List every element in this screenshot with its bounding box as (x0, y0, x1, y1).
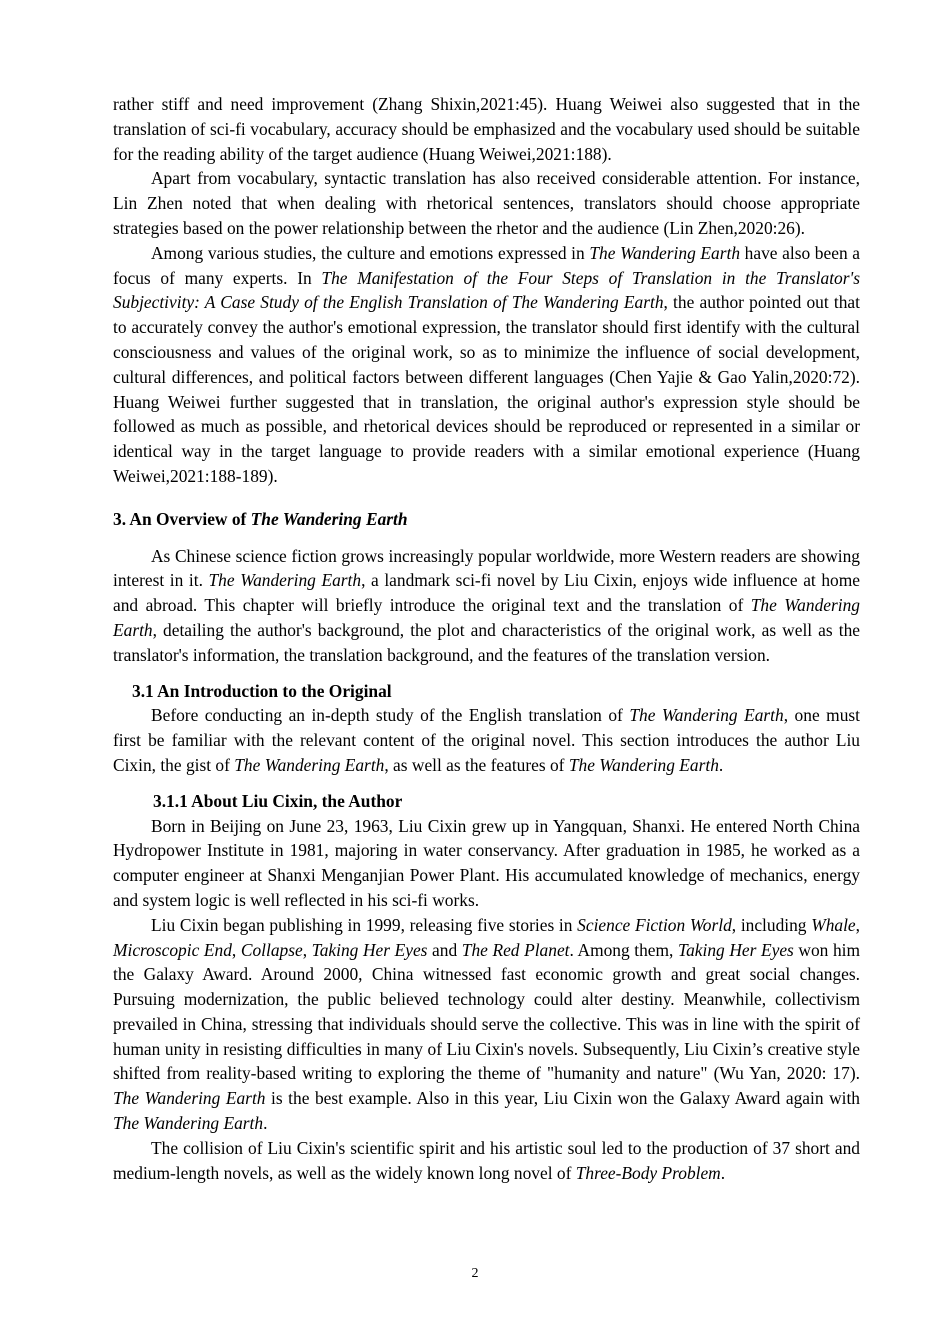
italic-title-text: Taking Her Eyes (678, 939, 794, 960)
paragraph-vocabulary-translation (113, 92, 860, 166)
text-run: Apart from vocabulary, syntactic translation has also received considerable attention. For instance, Lin Zhen noted that when dealing with rhetorical sentences, translators should choose appropriate strategies based on the power relationship between the rhetor and the audience (Lin Zhen,2020:26). (113, 168, 860, 238)
text-run: . (263, 1113, 268, 1134)
italic-title-text: The Wandering Earth (234, 754, 385, 775)
text-run: The collision of Liu Cixin's scientific spirit and his artistic soul led to the production of 37 short and medium-length novels, as well as the widely known long novel of (113, 1137, 860, 1183)
text-run: Born in Beijing on June 23, 1963, Liu Cixin grew up in Yangquan, Shanxi. He entered North China Hydropower Institute in 1981, majoring in water conservancy. After graduation in 1985, he worked as a computer engineer at Shanxi Menganjian Power Plant. His accumulated knowledge of mechanics, energy and system logic is well reflected in his sci-fi works. (113, 815, 860, 910)
text-run: , detailing the author's background, the plot and characteristics of the original work, as well as the translator's information, the translation background, and the features of the translation version. (113, 619, 860, 665)
paragraph-chapter-overview (113, 544, 860, 668)
italic-title-text: Microscopic End (113, 939, 232, 960)
page-number: 2 (471, 1266, 479, 1281)
text-run: is the best example. Also in this year, Liu Cixin won the Galaxy Award again with (265, 1088, 860, 1109)
paragraph-novels-output (113, 1136, 860, 1186)
text-run: . (720, 1162, 726, 1183)
text-run: 3. An Overview of (113, 508, 251, 529)
text-run: , one must first be familiar with the relevant content of the original novel. This section introduces the author Liu Cixin, the gist of (113, 705, 860, 775)
italic-title-text: The Wandering Earth (589, 242, 741, 263)
paragraph-author-biography (113, 814, 860, 913)
italic-title-text: The Wandering Earth (113, 1088, 266, 1109)
text-run: . (718, 754, 724, 775)
italic-title-text: Three-Body Problem (575, 1162, 721, 1183)
text-run: have also been a focus of many experts. In (113, 242, 861, 288)
text-run: Before conducting an in-depth study of the English translation of (151, 705, 630, 726)
italic-title-text: Whale (811, 914, 856, 935)
text-run: and (427, 939, 462, 960)
italic-title-text: The Red Planet (461, 939, 570, 960)
text-run: As Chinese science fiction grows increasingly popular worldwide, more Western readers are showing interest in it. (113, 545, 860, 591)
text-run: rather stiff and need improvement (Zhang Shixin,2021:45). Huang Weiwei also suggested that in the translation of sci-fi vocabulary, accuracy should be emphasized and the vocabulary used should be suitable for the reading ability of the target audience (Huang Weiwei,2021:188). (113, 94, 860, 164)
italic-title-text: The Wandering Earth (568, 754, 719, 775)
italic-title-text: The Wandering Earth (113, 595, 860, 640)
text-run: Among various studies, the culture and emotions expressed in (151, 242, 590, 263)
italic-title-text: The Wandering Earth (629, 705, 784, 726)
text-run: won him the Galaxy Award. Around 2000, China witnessed fast economic growth and great social changes. Pursuing modernization, the public believed technology could alter destiny. Meanwhile, collectivism prevailed in China, stressing that individuals should serve the collective. This was in line with the spirit of human unity in resisting difficulties in many of Liu Cixin's novels. Subsequently, Liu Cixin’s creative style shifted from reality-based writing to exploring the theme of "humanity and nature" (Wu Yan, 2020: 17). (113, 939, 861, 1084)
paragraph-publishing-history (113, 913, 860, 1136)
section-heading-3 (113, 507, 860, 532)
italic-title-text: The Manifestation of the Four Steps of Translation in the Translator's Subjectivity: A Case Study of the English Translation of The Wandering Earth (113, 267, 860, 313)
paragraph-syntactic-translation (113, 166, 860, 240)
text-run: , (855, 914, 860, 935)
section-heading-3-1 (113, 679, 860, 704)
italic-title-text: Taking Her Eyes (311, 939, 428, 960)
italic-title-text: Collapse (240, 939, 303, 960)
text-run: , the author pointed out that to accurately convey the author's emotional expression, the translator should first identify with the cultural consciousness and values of the original work, so as to minimize the influence of social development, cultural differences, and political factors between different languages (Chen Yajie & Gao Yalin,2020:72). Huang Weiwei further suggested that in translation, the original author's expression style should be followed as much as possible, and rhetorical devices should be reproduced or represented in a similar or identical way in the target language to provide readers with a similar emotional experience (Huang Weiwei,2021:188-189). (113, 292, 860, 486)
italic-title-text: The Wandering Earth (208, 570, 362, 591)
text-run: 3.1 An Introduction to the Original (132, 680, 392, 701)
italic-title-text: Science Fiction World (577, 914, 732, 935)
text-run: , (302, 939, 312, 960)
text-run: . Among them, (569, 939, 679, 960)
text-run: , a landmark sci-fi novel by Liu Cixin, enjoys wide influence at home and abroad. This chapter will briefly introduce the original text and the translation of (113, 570, 860, 616)
italic-title-text: The Wandering Earth (250, 508, 408, 529)
paragraph-original-intro (113, 703, 860, 777)
italic-title-text: The Wandering Earth (113, 1113, 264, 1134)
section-heading-3-1-1 (113, 789, 860, 814)
text-run: Liu Cixin began publishing in 1999, releasing five stories in (151, 914, 578, 935)
text-run: , (231, 939, 241, 960)
document-page (113, 92, 860, 1185)
paragraph-culture-emotions (113, 241, 860, 489)
text-run: , including (731, 914, 812, 935)
text-run: , as well as the features of (384, 754, 569, 775)
text-run: 3.1.1 About Liu Cixin, the Author (153, 790, 403, 811)
